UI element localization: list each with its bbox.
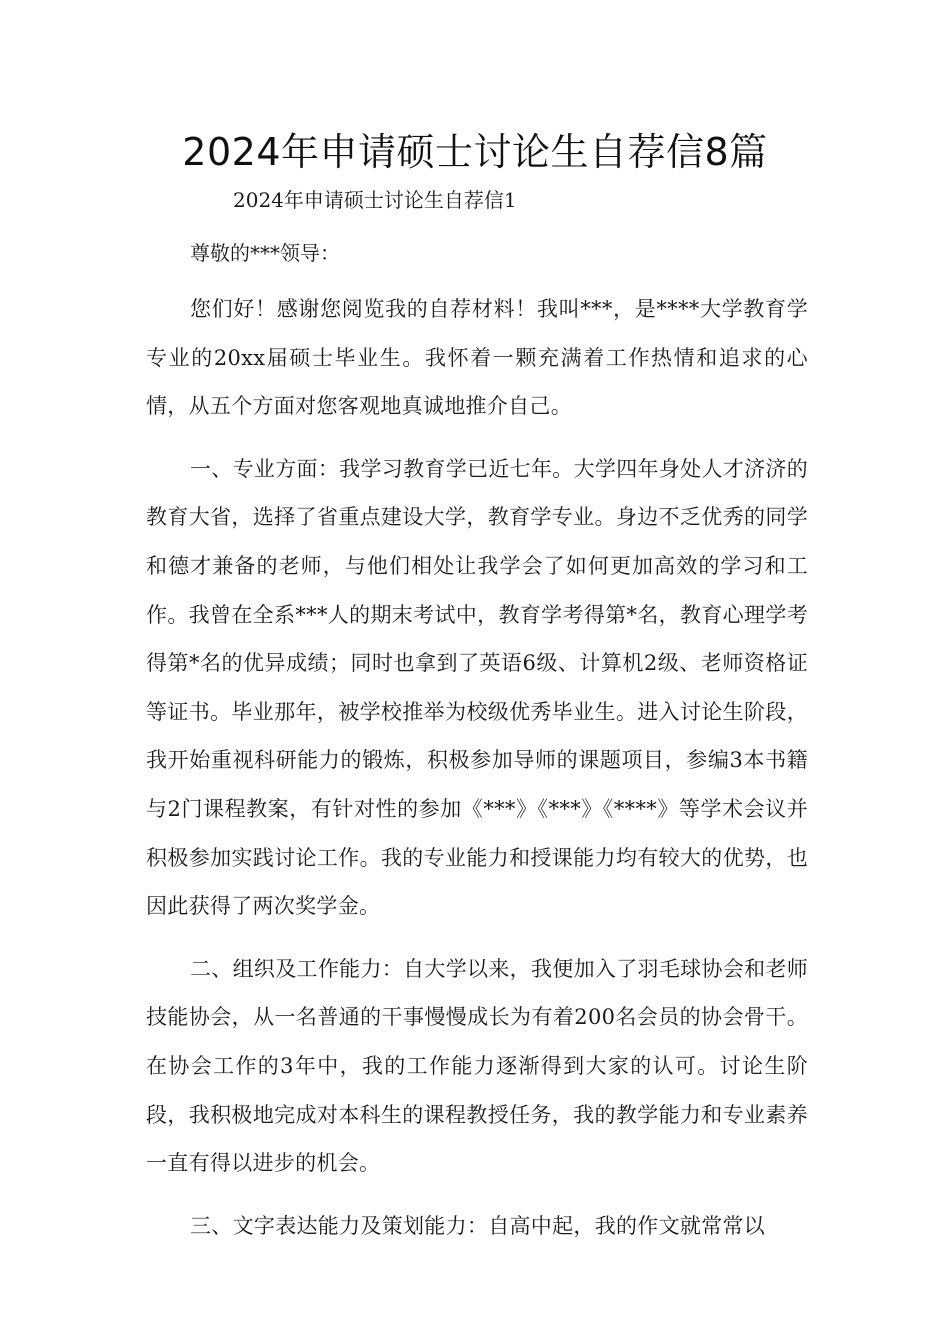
document-title: 2024年申请硕士讨论生自荐信8篇	[182, 130, 768, 174]
paragraph-professional: 一、专业方面：我学习教育学已近七年。大学四年身处人才济济的教育大省，选择了省重点建设大学，教育学专业。身边不乏优秀的同学和德才兼备的老师，与他们相处让我学会了如何更加高效的学习和工作。我曾在全系***人的期末考试中，教育学考得第*名，教育心理学考得第*名的优异成绩；同时也拿到了英语6级、计算机2级、老师资格证等证书。毕业那年，被学校推举为校级优秀毕业生。进入讨论生阶段，我开始重视科研能力的锻炼，积极参加导师的课题项目，参编3本书籍与2门课程教案，有针对性的参加《***》《***》《****》等学术会议并积极参加实践讨论工作。我的专业能力和授课能力均有较大的优势，也因此获得了两次奖学金。	[146, 456, 808, 919]
letter-body	[146, 285, 808, 1250]
paragraph-organization: 二、组织及工作能力：自大学以来，我便加入了羽毛球协会和老师技能协会，从一名普通的干事慢慢成长为有着200名会员的协会骨干。在协会工作的3年中，我的工作能力逐渐得到大家的认可。讨论生阶段，我积极地完成对本科生的课程教授任务，我的教学能力和专业素养一直有得以进步的机会。	[146, 956, 808, 1176]
paragraph-writing: 三、文字表达能力及策划能力：自高中起，我的作文就常常以	[190, 1213, 766, 1238]
salutation: 尊敬的***领导：	[190, 241, 340, 265]
letter-heading: 2024年申请硕士讨论生自荐信1	[233, 188, 517, 212]
paragraph-intro: 您们好！感谢您阅览我的自荐材料！我叫***，是****大学教育学专业的20xx届硕士毕业生。我怀着一颗充满着工作热情和追求的心情，从五个方面对您客观地真诚地推介自己。	[146, 297, 808, 419]
